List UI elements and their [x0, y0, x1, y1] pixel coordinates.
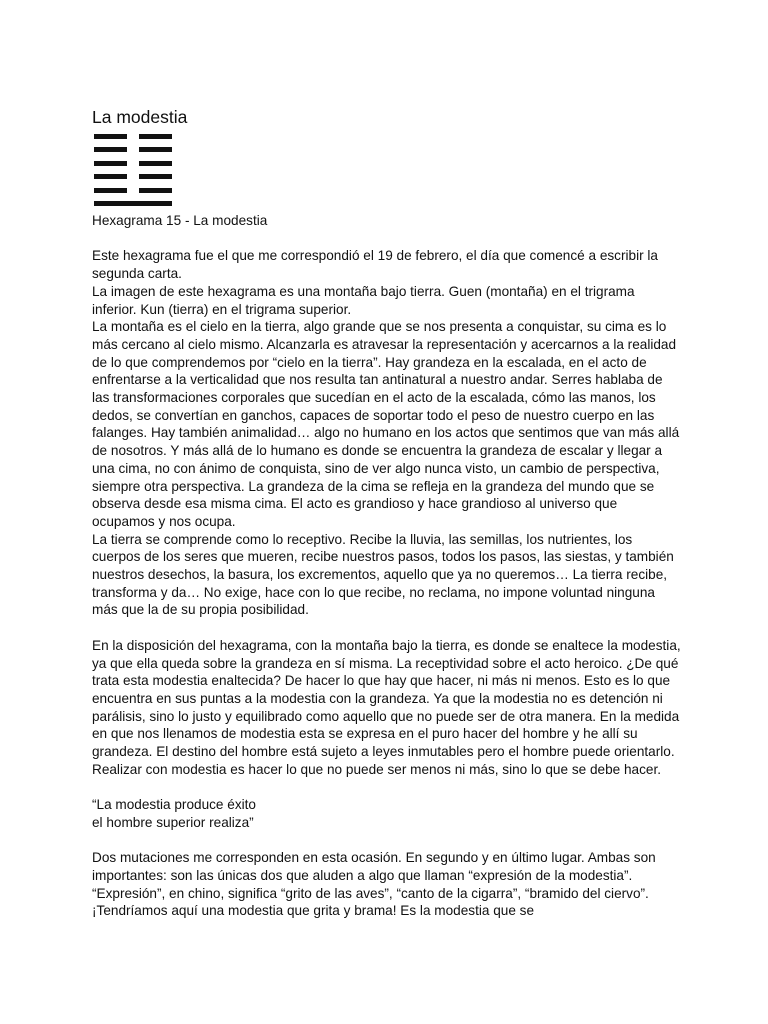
hexagram-broken-line	[94, 174, 172, 179]
line-segment	[139, 134, 172, 139]
line-segment	[94, 161, 127, 166]
line-segment	[139, 174, 172, 179]
hexagram-15-icon	[94, 134, 174, 206]
line-segment	[139, 147, 172, 152]
line-segment	[94, 201, 172, 206]
hexagram-broken-line	[94, 147, 172, 152]
paragraph-disposition: En la disposición del hexagrama, con la montaña bajo la tierra, es donde se enaltece la modestia, ya que ella queda sobre la grandeza en sí misma. La receptividad sobre el acto heroico. ¿De qué trata esta modestia enaltecida? De hacer lo que hay que hacer, ni más ni menos. Esto es lo que encuentra en sus puntas a la modestia con la grandeza. Ya que la modestia no es detención ni parálisis, sino lo justo y equilibrado como aquello que no puede ser de otra manera. En la medida en que nos llenamos de modestia esta se expresa en el puro hacer del hombre y he allí su grandeza. El destino del hombre está sujeto a leyes inmutables pero el hombre puede orientarlo. Realizar con modestia es hacer lo que no puede ser menos ni más, sino lo que se debe hacer.	[92, 637, 681, 777]
line-segment	[94, 174, 127, 179]
quote-line-2: el hombre superior realiza”	[92, 814, 254, 830]
paragraph-image: La imagen de este hexagrama es una montaña bajo tierra. Guen (montaña) en el trigrama inferior. Kun (tierra) en el trigrama superior.	[92, 283, 635, 317]
paragraph-mutations: Dos mutaciones me corresponden en esta ocasión. En segundo y en último lugar. Ambas son importantes: son las únicas dos que aluden a algo que llaman “expresión de la modestia”. “Expresión”, en chino, significa “grito de las aves”, “canto de la cigarra”, “bramido del ciervo”. ¡Tendríamos aquí una modestia que grita y brama! Es la modestia que se	[92, 850, 656, 919]
hexagram-subtitle: Hexagrama 15 - La modestia	[92, 213, 268, 228]
quote-line-1: “La modestia produce éxito	[92, 797, 256, 813]
paragraph-earth: La tierra se comprende como lo receptivo. Recibe la lluvia, las semillas, los nutrientes, los cuerpos de los seres que mueren, recibe nuestros pasos, todos los pasos, las siestas, y también nuestros desechos, la basura, los excrementos, aquello que ya no queremos… La tierra recibe, transforma y da… No exige, hace con lo que recibe, no reclama, no impone voluntad ninguna más que la de su propia posibilidad.	[92, 531, 674, 618]
line-segment	[139, 161, 172, 166]
paragraph-date: Este hexagrama fue el que me correspondió el 19 de febrero, el día que comencé a escribir la segunda carta.	[92, 248, 658, 282]
hexagram-broken-line	[94, 161, 172, 166]
paragraph-gap	[92, 778, 682, 796]
hexagram-broken-line	[94, 134, 172, 139]
line-segment	[94, 188, 127, 193]
page-title: La modestia	[92, 107, 188, 127]
line-segment	[94, 134, 127, 139]
paragraph-gap	[92, 230, 682, 248]
document-page	[92, 106, 682, 920]
paragraph-gap	[92, 619, 682, 637]
paragraph-mountain: La montaña es el cielo en la tierra, algo grande que se nos presenta a conquistar, su cima es lo más cercano al cielo mismo. Alcanzarla es atravesar la representación y acercarnos a la realidad de lo que comprendemos por “cielo en la tierra”. Hay grandeza en la escalada, en el acto de enfrentarse a la verticalidad que nos resulta tan antinatural a nuestro andar. Serres hablaba de las transformaciones corporales que sucedían en el acto de la escalada, cómo las manos, los dedos, se convertían en ganchos, capaces de soportar todo el peso de nuestro cuerpo en las falanges. Hay también animalidad… algo no humano en los actos que sentimos que van más allá de nosotros. Y más allá de lo humano es donde se encuentra la grandeza de escalar y llegar a una cima, no con ánimo de conquista, sino de ver algo nunca visto, un cambio de perspectiva, siempre otra perspectiva. La grandeza de la cima se refleja en la grandeza del mundo que se observa desde esa misma cima. El acto es grandioso y hace grandioso al universo que ocupamos y nos ocupa.	[92, 319, 680, 529]
hexagram-solid-line	[94, 201, 172, 206]
line-segment	[139, 188, 172, 193]
paragraph-gap	[92, 832, 682, 850]
hexagram-broken-line	[94, 188, 172, 193]
line-segment	[94, 147, 127, 152]
